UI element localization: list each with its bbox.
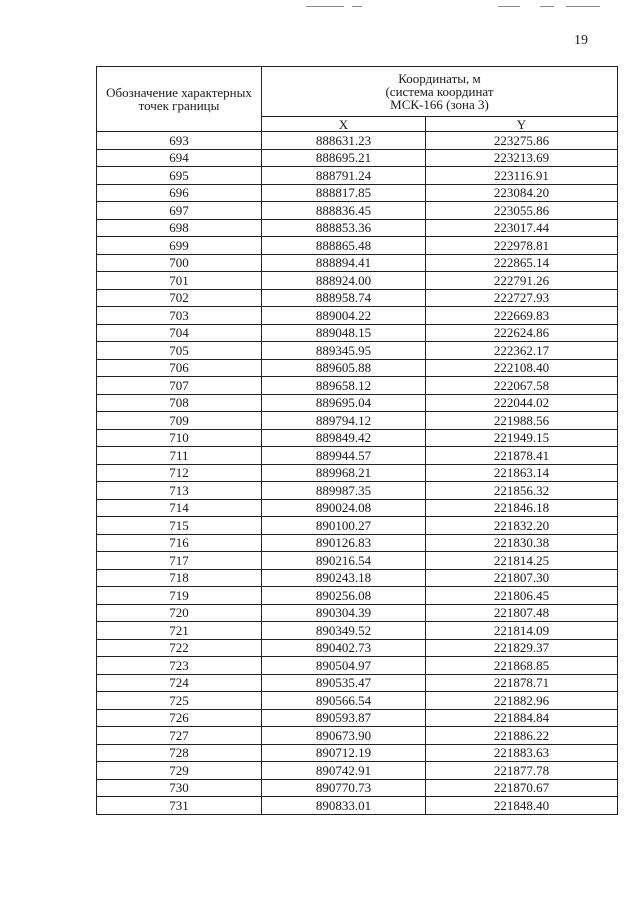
- y-cell: 222978.81: [426, 237, 618, 255]
- x-cell: 890712.19: [262, 744, 426, 762]
- point-cell: 713: [97, 482, 262, 500]
- y-cell: 223213.69: [426, 149, 618, 167]
- x-cell: 889987.35: [262, 482, 426, 500]
- y-cell: 221988.56: [426, 412, 618, 430]
- point-cell: 705: [97, 342, 262, 360]
- point-cell: 726: [97, 709, 262, 727]
- x-cell: 890566.54: [262, 692, 426, 710]
- y-cell: 222624.86: [426, 324, 618, 342]
- table-row: [97, 167, 618, 185]
- table-row: [97, 604, 618, 622]
- x-cell: 889968.21: [262, 464, 426, 482]
- table-row: [97, 552, 618, 570]
- table-row: [97, 464, 618, 482]
- y-cell: 221814.09: [426, 622, 618, 640]
- y-cell: 221846.18: [426, 499, 618, 517]
- table-row: [97, 412, 618, 430]
- y-cell: 221878.41: [426, 447, 618, 465]
- y-cell: 221807.48: [426, 604, 618, 622]
- table-row: [97, 237, 618, 255]
- x-cell: 890349.52: [262, 622, 426, 640]
- table-row: [97, 429, 618, 447]
- header-coordinates-line3: МСК-166 (зона 3): [390, 97, 489, 112]
- table-row: [97, 202, 618, 220]
- y-cell: 221830.38: [426, 534, 618, 552]
- y-cell: 221886.22: [426, 727, 618, 745]
- x-cell: 888894.41: [262, 254, 426, 272]
- x-cell: 890770.73: [262, 779, 426, 797]
- x-cell: 889794.12: [262, 412, 426, 430]
- table-row: [97, 149, 618, 167]
- y-cell: 222865.14: [426, 254, 618, 272]
- x-cell: 890742.91: [262, 762, 426, 780]
- table-row: [97, 342, 618, 360]
- y-cell: 222362.17: [426, 342, 618, 360]
- point-cell: 725: [97, 692, 262, 710]
- table-row: [97, 692, 618, 710]
- scan-artifact-marks: [0, 4, 640, 10]
- point-cell: 723: [97, 657, 262, 675]
- y-cell: 221883.63: [426, 744, 618, 762]
- point-cell: 706: [97, 359, 262, 377]
- table-row: [97, 289, 618, 307]
- y-cell: 223017.44: [426, 219, 618, 237]
- x-cell: 888695.21: [262, 149, 426, 167]
- x-cell: 888924.00: [262, 272, 426, 290]
- point-cell: 729: [97, 762, 262, 780]
- point-cell: 717: [97, 552, 262, 570]
- table-row: [97, 132, 618, 150]
- x-cell: 889658.12: [262, 377, 426, 395]
- x-cell: 890304.39: [262, 604, 426, 622]
- x-cell: 890243.18: [262, 569, 426, 587]
- x-cell: 890256.08: [262, 587, 426, 605]
- y-cell: 221949.15: [426, 429, 618, 447]
- point-cell: 698: [97, 219, 262, 237]
- x-cell: 888631.23: [262, 132, 426, 150]
- y-cell: 221848.40: [426, 797, 618, 815]
- y-cell: 221807.30: [426, 569, 618, 587]
- x-cell: 890504.97: [262, 657, 426, 675]
- table-row: [97, 674, 618, 692]
- table-row: [97, 272, 618, 290]
- x-cell: 890024.08: [262, 499, 426, 517]
- point-cell: 720: [97, 604, 262, 622]
- table-row: [97, 709, 618, 727]
- table-row: [97, 779, 618, 797]
- table-row: [97, 727, 618, 745]
- table-row: [97, 184, 618, 202]
- point-cell: 709: [97, 412, 262, 430]
- x-cell: 889345.95: [262, 342, 426, 360]
- y-cell: 222067.58: [426, 377, 618, 395]
- point-cell: 722: [97, 639, 262, 657]
- header-coordinates-line1: Координаты, м: [398, 71, 481, 86]
- point-cell: 710: [97, 429, 262, 447]
- x-cell: 889004.22: [262, 307, 426, 325]
- table-row: [97, 587, 618, 605]
- x-cell: 890216.54: [262, 552, 426, 570]
- point-cell: 694: [97, 149, 262, 167]
- point-cell: 712: [97, 464, 262, 482]
- x-cell: 890833.01: [262, 797, 426, 815]
- table-row: [97, 797, 618, 815]
- point-cell: 693: [97, 132, 262, 150]
- table-row: [97, 447, 618, 465]
- header-coordinates-line2: (система координат: [385, 84, 494, 99]
- point-cell: 695: [97, 167, 262, 185]
- table-row: [97, 639, 618, 657]
- y-cell: 223055.86: [426, 202, 618, 220]
- y-cell: 221878.71: [426, 674, 618, 692]
- point-cell: 697: [97, 202, 262, 220]
- x-cell: 890100.27: [262, 517, 426, 535]
- table-row: [97, 254, 618, 272]
- y-cell: 222791.26: [426, 272, 618, 290]
- y-cell: 221870.67: [426, 779, 618, 797]
- point-cell: 728: [97, 744, 262, 762]
- y-cell: 222108.40: [426, 359, 618, 377]
- point-cell: 716: [97, 534, 262, 552]
- y-cell: 222727.93: [426, 289, 618, 307]
- x-cell: 889849.42: [262, 429, 426, 447]
- header-coordinates: [262, 67, 618, 117]
- x-cell: 890126.83: [262, 534, 426, 552]
- point-cell: 718: [97, 569, 262, 587]
- x-cell: 888958.74: [262, 289, 426, 307]
- x-cell: 888853.36: [262, 219, 426, 237]
- y-cell: 223116.91: [426, 167, 618, 185]
- x-cell: 890593.87: [262, 709, 426, 727]
- table-row: [97, 359, 618, 377]
- table-row: [97, 622, 618, 640]
- y-cell: 223275.86: [426, 132, 618, 150]
- point-cell: 714: [97, 499, 262, 517]
- y-cell: 221814.25: [426, 552, 618, 570]
- point-cell: 696: [97, 184, 262, 202]
- x-cell: 888791.24: [262, 167, 426, 185]
- table-row: [97, 534, 618, 552]
- y-cell: 221877.78: [426, 762, 618, 780]
- point-cell: 719: [97, 587, 262, 605]
- table-row: [97, 324, 618, 342]
- y-cell: 221829.37: [426, 639, 618, 657]
- table-row: [97, 377, 618, 395]
- table-row: [97, 219, 618, 237]
- coordinates-table: [96, 66, 618, 815]
- table-row: [97, 499, 618, 517]
- table-body: [97, 132, 618, 815]
- point-cell: 707: [97, 377, 262, 395]
- y-cell: 222669.83: [426, 307, 618, 325]
- point-cell: 711: [97, 447, 262, 465]
- y-cell: 222044.02: [426, 394, 618, 412]
- x-cell: 888836.45: [262, 202, 426, 220]
- header-point-name: Обозначение характерных точек границы: [97, 67, 262, 132]
- header-y: Y: [426, 117, 618, 132]
- table-row: [97, 517, 618, 535]
- point-cell: 708: [97, 394, 262, 412]
- x-cell: 889605.88: [262, 359, 426, 377]
- point-cell: 702: [97, 289, 262, 307]
- x-cell: 888865.48: [262, 237, 426, 255]
- table-row: [97, 307, 618, 325]
- point-cell: 703: [97, 307, 262, 325]
- y-cell: 221863.14: [426, 464, 618, 482]
- point-cell: 715: [97, 517, 262, 535]
- point-cell: 704: [97, 324, 262, 342]
- header-x: X: [262, 117, 426, 132]
- x-cell: 890535.47: [262, 674, 426, 692]
- y-cell: 221806.45: [426, 587, 618, 605]
- point-cell: 731: [97, 797, 262, 815]
- point-cell: 701: [97, 272, 262, 290]
- point-cell: 699: [97, 237, 262, 255]
- y-cell: 221856.32: [426, 482, 618, 500]
- point-cell: 730: [97, 779, 262, 797]
- point-cell: 700: [97, 254, 262, 272]
- y-cell: 223084.20: [426, 184, 618, 202]
- table-row: [97, 482, 618, 500]
- point-cell: 721: [97, 622, 262, 640]
- x-cell: 890402.73: [262, 639, 426, 657]
- table-row: [97, 762, 618, 780]
- page-number: 19: [574, 33, 588, 48]
- point-cell: 727: [97, 727, 262, 745]
- x-cell: 888817.85: [262, 184, 426, 202]
- x-cell: 889695.04: [262, 394, 426, 412]
- y-cell: 221868.85: [426, 657, 618, 675]
- table-row: [97, 657, 618, 675]
- y-cell: 221882.96: [426, 692, 618, 710]
- table-row: [97, 569, 618, 587]
- y-cell: 221832.20: [426, 517, 618, 535]
- table-row: [97, 394, 618, 412]
- table-row: [97, 744, 618, 762]
- x-cell: 890673.90: [262, 727, 426, 745]
- point-cell: 724: [97, 674, 262, 692]
- x-cell: 889944.57: [262, 447, 426, 465]
- x-cell: 889048.15: [262, 324, 426, 342]
- y-cell: 221884.84: [426, 709, 618, 727]
